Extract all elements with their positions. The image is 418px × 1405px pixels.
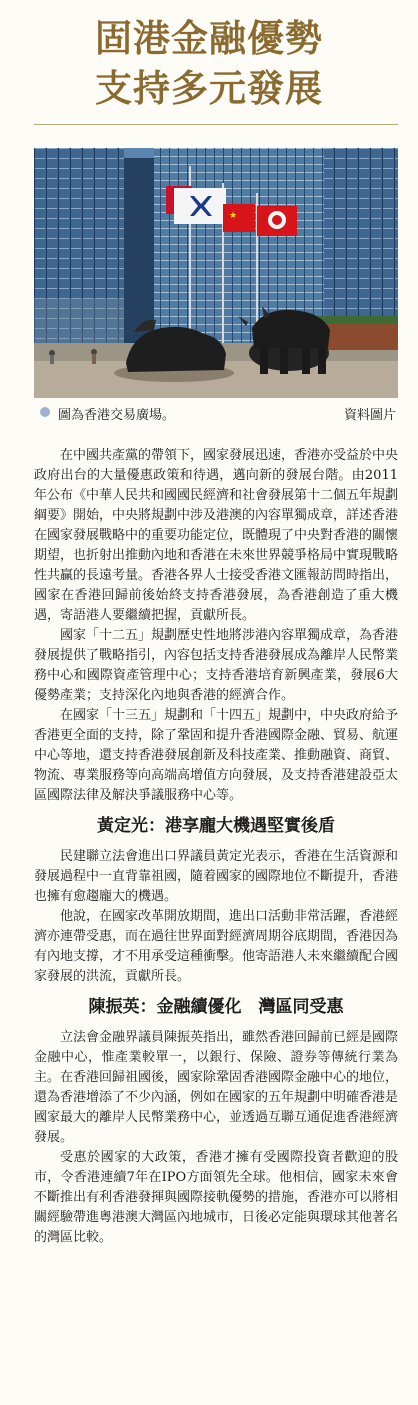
headline-line-1: 固港金融優勢 — [95, 17, 323, 60]
caption-text: 圖為香港交易廣場。 — [58, 408, 176, 423]
headline-divider — [34, 124, 398, 125]
exchange-square-photo — [34, 148, 398, 398]
paragraph: 國家「十二五」規劃歷史性地將涉港內容單獨成章，為香港發展提供了戰略指引，內容包括支持香港發展成為離岸人民幣業務中心和國際資產管理中心；支持香港培育新興產業，發展6大優勢產業；支持深化內地與香港的經濟合作。 — [34, 628, 399, 703]
paragraph: 受惠於國家的大政策，香港才擁有受國際投資者歡迎的股市，令香港連續7年在IPO方面領先全球。他相信，國家未來會不斷推出有利香港發揮與國際接軌優勢的措施，香港亦可以將相關經驗帶進粵港澳大灣區內地城市，日後必定能與環球其他著名的灣區比較。 — [34, 1150, 399, 1245]
headline — [0, 14, 418, 114]
section-heading-chan: 陳振英：金融續優化 灣區同受惠 — [88, 997, 344, 1017]
photo-illustration — [34, 148, 398, 398]
caption-bullet-icon — [40, 407, 50, 417]
headline-line-2: 支持多元發展 — [95, 67, 323, 110]
paragraph: 立法會金融界議員陳振英指出，雖然香港回歸前已經是國際金融中心，惟產業較單一，以銀行、保險、證券等傳統行業為主。在香港回歸祖國後，國家除鞏固香港國際金融中心的地位，還為香港增添了不少內涵，例如在國家的五年規劃中明確香港是國家最大的離岸人民幣業務中心，並透過互聯互通促進香港經濟發展。 — [34, 1030, 399, 1145]
paragraph: 民建聯立法會進出口界議員黃定光表示，香港在生活資源和發展過程中一直背靠祖國，隨着國家的國際地位不斷提升，香港也擁有愈趨龐大的機遇。 — [34, 849, 399, 904]
section-heading-huang: 黃定光：港享龐大機遇堅實後盾 — [97, 816, 335, 836]
photo-caption — [34, 402, 398, 424]
paragraph: 在中國共產黨的帶領下，國家發展迅速，香港亦受益於中央政府出台的大量優惠政策和待遇，邁向新的發展台階。由2011年公布《中華人民共和國國民經濟和社會發展第十二個五年規劃綱要》開始，中央將規劃中涉及港澳的內容單獨成章，詳述香港在國家發展戰略中的重要功能定位，既體現了中央對香港的關懷期望，也折射出推動內地和香港在未來世界競爭格局中實現戰略性共贏的長遠考量。香港各界人士接受香港文匯報訪問時指出，國家在香港回歸前後始終支持香港發展，為香港創造了重大機遇，寄語港人要繼續把握，貢獻所長。 — [34, 448, 399, 623]
paragraph: 在國家「十三五」規劃和「十四五」規劃中，中央政府給予香港更全面的支持，除了鞏固和提升香港國際金融、貿易、航運中心等地，還支持香港發展創新及科技產業、推動融資、商貿、物流、專業服務等向高端高增值方向發展，及支持香港建設亞太區國際法律及解決爭議服務中心等。 — [34, 708, 399, 803]
paragraph: 他說，在國家改革開放期間，進出口活動非常活躍，香港經濟亦連帶受惠，而在過往世界面對經濟周期谷底期間，香港因為有內地支撐，才不用承受這種衝擊。他寄語港人未來繼續配合國家發展的洪流，貢獻所長。 — [34, 909, 399, 984]
svg-text:★: ★ — [229, 211, 238, 221]
caption-credit: 資料圖片 — [343, 408, 396, 423]
article-body — [34, 446, 398, 1248]
